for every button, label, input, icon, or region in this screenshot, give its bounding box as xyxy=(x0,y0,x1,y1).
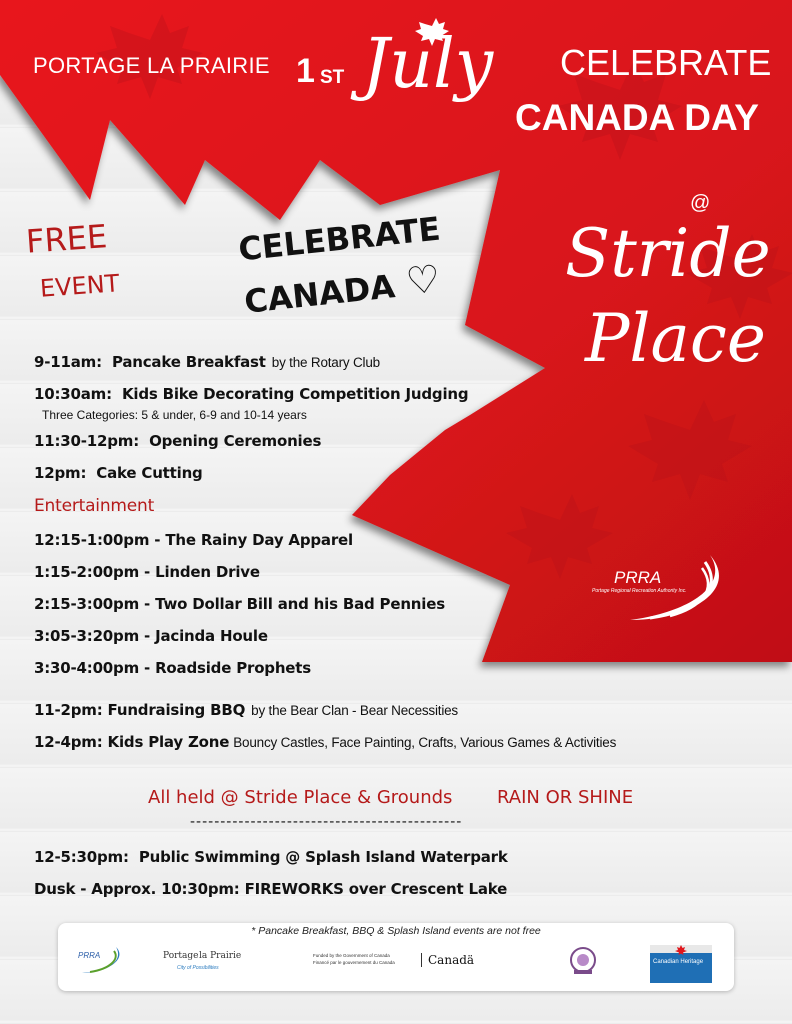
prra-full-name: Portage Regional Recreation Authority Inc. xyxy=(592,588,687,594)
portage-tagline: City of Possibilities xyxy=(177,965,219,971)
heart-icon: ♡ xyxy=(403,256,443,304)
canadian-heritage-label: Canadian Heritage xyxy=(653,959,704,965)
date-day: 1 xyxy=(296,52,315,90)
canada-funding-logo xyxy=(313,953,493,977)
at-symbol: @ xyxy=(690,192,711,214)
crest-icon xyxy=(568,945,598,977)
prra-logo xyxy=(590,550,740,625)
schedule-item: 11:30-12pm: Opening Ceremonies xyxy=(34,432,322,450)
all-held-note: All held @ Stride Place & Grounds xyxy=(148,787,453,808)
prra-footer-abbr: PRRA xyxy=(78,951,101,960)
separator xyxy=(421,953,422,967)
schedule-item: 11-2pm: Fundraising BBQ by the Bear Clan - Bear Necessities xyxy=(34,701,458,719)
divider: --------------------------------------------- xyxy=(190,814,463,830)
funded-fr: Financé par le gouvernement du Canada xyxy=(313,960,395,965)
canadian-heritage-logo xyxy=(650,945,712,983)
celebrate-canada-line2: CANADA xyxy=(242,267,397,321)
funded-en: Funded by the Government of Canada xyxy=(313,953,390,958)
footer-note: * Pancake Breakfast, BBQ & Splash Island events are not free xyxy=(251,925,541,937)
date-suffix: ST xyxy=(320,67,345,88)
entertainment-heading: Entertainment xyxy=(34,496,155,516)
entertainment-act: 2:15-3:00pm - Two Dollar Bill and his Bad Pennies xyxy=(34,595,445,613)
celebrate-canada-line1: CELEBRATE xyxy=(236,209,443,269)
schedule-item: 12-5:30pm: Public Swimming @ Splash Island Waterpark xyxy=(34,848,508,866)
town-name: PORTAGE LA PRAIRIE xyxy=(33,53,270,78)
prra-abbr: PRRA xyxy=(614,568,662,587)
date-month: July xyxy=(362,25,494,104)
prra-footer-logo xyxy=(72,945,128,977)
celebrate-heading: CELEBRATE xyxy=(560,42,772,83)
free-label: FREE xyxy=(24,217,109,261)
canada-day-heading: CANADA DAY xyxy=(515,97,759,138)
sponsor-footer xyxy=(58,923,734,991)
schedule-item: 10:30am: Kids Bike Decorating Competition Judging xyxy=(34,385,469,403)
entertainment-act: 1:15-2:00pm - Linden Drive xyxy=(34,563,260,581)
bike-categories: Three Categories: 5 & under, 6-9 and 10-14 years xyxy=(42,408,307,422)
maple-leaf-icon xyxy=(675,945,687,955)
schedule-item: 12-4pm: Kids Play Zone Bouncy Castles, Face Painting, Crafts, Various Games & Activities xyxy=(34,733,617,751)
entertainment-act: 12:15-1:00pm - The Rainy Day Apparel xyxy=(34,531,353,549)
portage-logo xyxy=(163,947,243,981)
entertainment-act: 3:30-4:00pm - Roadside Prophets xyxy=(34,659,311,677)
venue-place: Place xyxy=(585,300,766,377)
event-label: EVENT xyxy=(39,269,121,303)
swoosh-icon xyxy=(72,945,128,977)
portage-logo-word: Portage xyxy=(163,951,199,961)
rain-or-shine: RAIN OR SHINE xyxy=(497,787,634,808)
schedule-item: 9-11am: Pancake Breakfast by the Rotary Club xyxy=(34,353,380,371)
canada-wordmark: Canadä xyxy=(428,953,475,967)
schedule-item: Dusk - Approx. 10:30pm: FIREWORKS over Crescent Lake xyxy=(34,880,508,898)
venue-stride: Stride xyxy=(565,215,771,292)
schedule-item: 12pm: Cake Cutting xyxy=(34,464,203,482)
portage-logo-word2: la Prairie xyxy=(199,951,242,961)
entertainment-act: 3:05-3:20pm - Jacinda Houle xyxy=(34,627,268,645)
